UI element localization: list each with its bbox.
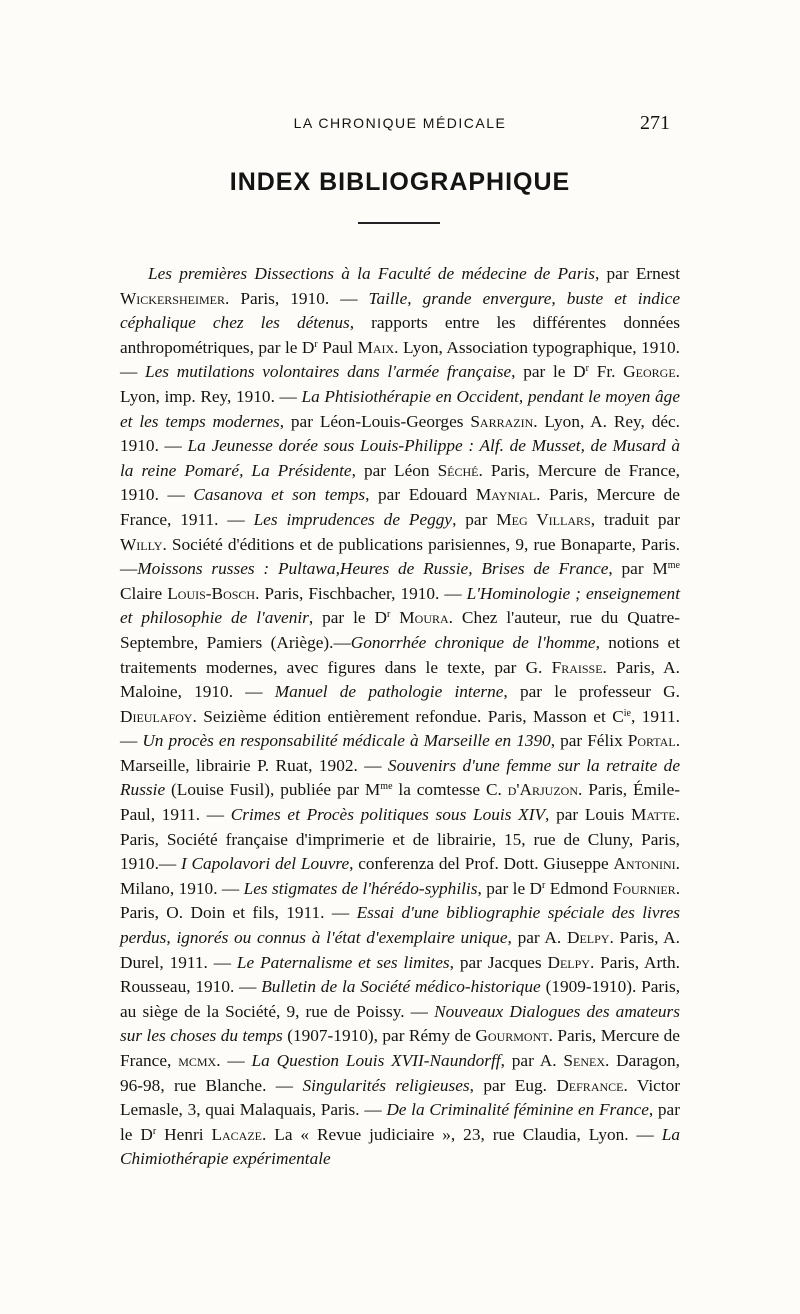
work-title: Singularités religieuses bbox=[302, 1075, 470, 1095]
author-name: Delpy bbox=[566, 928, 610, 948]
author-name: Moura bbox=[399, 608, 449, 628]
work-title: Essai d'une bibliographie spéciale des livres perdus, ignorés ou connus à l'état d'exemplaire unique bbox=[120, 903, 680, 948]
text-run: . Paris, Mercure de France, 1911. — bbox=[120, 485, 680, 529]
text-run: , par le D bbox=[120, 1100, 680, 1144]
text-run: , par A. bbox=[507, 928, 567, 948]
text-run bbox=[390, 608, 399, 627]
work-title: Souvenirs d'une femme sur la retraite de Russie bbox=[120, 755, 680, 800]
author-name: Senex bbox=[563, 1051, 605, 1070]
superscript: r bbox=[542, 879, 546, 891]
author-name: Dieulafoy bbox=[120, 706, 193, 726]
work-title: Nouveaux Dialogues des amateurs sur les choses du temps bbox=[120, 1001, 680, 1046]
author-name: Portal bbox=[627, 731, 676, 751]
text-run: , par Edouard bbox=[365, 485, 476, 505]
superscript: ie bbox=[623, 707, 631, 719]
work-title: Les stigmates de l'hérédo-syphilis bbox=[243, 878, 478, 898]
text-run: . Milano, 1910. — bbox=[120, 854, 680, 898]
work-title: Les imprudences de Peggy bbox=[253, 509, 453, 529]
author-name: Meg Villars bbox=[496, 509, 591, 529]
text-run: , conferenza del Prof. Dott. Giuseppe bbox=[349, 854, 614, 874]
superscript: me bbox=[380, 781, 393, 793]
text-run: . Daragon, 96-98, rue Blanche. — bbox=[120, 1051, 680, 1095]
text-run: . Paris, Émile-Paul, 1911. — bbox=[120, 780, 681, 825]
text-run: (1909-1910). Paris, au siège de la Société, 9, rue de Poissy. — bbox=[120, 977, 681, 1021]
author-name: Maynial bbox=[475, 485, 537, 505]
author-name: Sarrazin bbox=[470, 411, 534, 431]
work-title: De la Criminalité féminine en France bbox=[386, 1100, 649, 1120]
running-head bbox=[130, 112, 670, 136]
text-run: . Société d'éditions et de publications parisiennes, 9, rue Bonaparte, Paris.— bbox=[120, 534, 680, 579]
text-run: . La « Revue judiciaire », 23, rue Claudia, Lyon. — bbox=[262, 1124, 662, 1144]
work-title: Crimes et Procès politiques sous Louis XIV bbox=[230, 805, 546, 825]
author-name: Séché bbox=[437, 460, 479, 480]
text-run: , notions et traitements modernes, avec figures dans le texte, par G. bbox=[120, 632, 681, 677]
text-run: . Paris, A. Durel, 1911. — bbox=[120, 928, 680, 972]
text-run: (Louise Fusil), publiée par M bbox=[165, 780, 381, 800]
text-run: . Seizième édition entièrement refondue. Paris, Masson et C bbox=[192, 706, 624, 726]
text-run: . — bbox=[216, 1051, 252, 1070]
work-title: La Chimiothérapie expérimentale bbox=[120, 1124, 680, 1169]
text-run: , par Jacques bbox=[449, 952, 548, 972]
text-run: , par le D bbox=[308, 608, 388, 628]
title-rule bbox=[358, 222, 440, 224]
author-name: Wickersheimer bbox=[120, 288, 225, 308]
work-title: L'Hominologie ; enseignement et philosophie de l'avenir bbox=[120, 583, 680, 628]
author-name: Fournier bbox=[612, 878, 676, 898]
text-run: , par le D bbox=[511, 362, 586, 382]
text-run: . Lyon, A. Rey, déc. 1910. — bbox=[120, 411, 681, 456]
work-title: Casanova et son temps bbox=[193, 485, 366, 505]
author-name: Willy bbox=[120, 534, 163, 554]
superscript: me bbox=[667, 560, 680, 572]
text-run: , par Félix bbox=[550, 731, 628, 751]
superscript: r bbox=[314, 338, 318, 350]
section-title: INDEX BIBLIOGRAPHIQUE bbox=[229, 168, 571, 196]
author-name: Matte bbox=[630, 805, 676, 825]
bibliography-paragraph bbox=[120, 262, 680, 1172]
work-title: Taille, grande envergure, buste et indice céphalique chez les détenus bbox=[120, 288, 680, 333]
author-name: d'Arjuzon bbox=[507, 780, 578, 800]
work-title: Moissons russes : Pultawa,Heures de Russie, Brises de France bbox=[137, 559, 609, 579]
text-run: . Lyon, Association typographique, 1910. — bbox=[120, 337, 680, 382]
text-run: , par Léon-Louis-Georges bbox=[279, 411, 471, 431]
author-name: Defrance bbox=[556, 1075, 624, 1095]
author-name: Louis-Bosch bbox=[167, 583, 256, 603]
text-run: . Paris, Fischbacher, 1910. — bbox=[255, 583, 467, 603]
text-run: , traduit par bbox=[590, 509, 680, 529]
text-run: . Lyon, imp. Rey, 1910. — bbox=[120, 362, 680, 406]
text-run: Edmond bbox=[545, 878, 613, 898]
author-name: mcmx bbox=[178, 1051, 217, 1070]
author-name: Maix bbox=[357, 337, 395, 357]
text-run: . Marseille, librairie P. Ruat, 1902. — bbox=[120, 731, 681, 775]
work-title: Manuel de pathologie interne bbox=[274, 682, 504, 702]
text-run: (1907-1910), par Rémy de bbox=[282, 1026, 476, 1046]
work-title: La Question Louis XVII-Naundorff bbox=[251, 1051, 501, 1070]
work-title: Le Paternalisme et ses limites bbox=[236, 952, 450, 972]
text-run: . Paris, A. Maloine, 1910. — bbox=[120, 657, 680, 702]
work-title: Un procès en responsabilité médicale à Marseille en 1390 bbox=[142, 731, 551, 751]
superscript: r bbox=[585, 363, 589, 375]
text-run: Paul bbox=[317, 337, 358, 357]
text-run: , par M bbox=[608, 559, 668, 579]
text-run: , 1911. — bbox=[120, 706, 680, 751]
text-run: . Paris, Mercure de France, 1910. — bbox=[120, 460, 680, 505]
text-run: , par A. bbox=[500, 1051, 564, 1070]
work-title: La Jeunesse dorée sous Louis-Philippe : Alf. de Musset, de Musard à la reine Pomaré, La Présidente bbox=[120, 436, 680, 480]
running-title: LA CHRONIQUE MÉDICALE bbox=[293, 115, 507, 131]
text-run: . Paris, Société française d'imprimerie et de librairie, 15, rue de Cluny, Paris, 1910.— bbox=[120, 805, 680, 874]
text-run: , par le D bbox=[477, 878, 543, 898]
text-run: , par le professeur G. bbox=[503, 682, 680, 702]
work-title: Gonorrhée chronique de l'homme bbox=[350, 632, 596, 652]
text-run: Claire bbox=[120, 583, 168, 603]
author-name: Delpy bbox=[547, 952, 590, 972]
superscript: r bbox=[152, 1125, 157, 1137]
text-run: . Chez l'auteur, rue du Quatre-Septembre, Pamiers (Ariège).— bbox=[120, 608, 680, 652]
text-run: . Paris, Arth. Rousseau, 1910. — bbox=[120, 952, 681, 997]
text-run: , par Eug. bbox=[469, 1075, 557, 1095]
work-title: Les mutilations volontaires dans l'armée française bbox=[145, 362, 512, 382]
text-run: , rapports entre les différentes données anthropométriques, par le D bbox=[120, 313, 680, 357]
page-number: 271 bbox=[640, 112, 670, 134]
text-run: la comtesse C. bbox=[392, 780, 508, 800]
author-name: Gourmont bbox=[475, 1026, 549, 1046]
work-title: Les premières Dissections à la Faculté de médecine de Paris bbox=[148, 264, 595, 283]
text-run: . Paris, 1910. — bbox=[224, 288, 369, 308]
text-run: , par Louis bbox=[545, 805, 631, 825]
text-run: . Paris, O. Doin et fils, 1911. — bbox=[120, 878, 681, 923]
work-title: I Capolavori del Louvre bbox=[180, 854, 350, 874]
work-title: La Phtisiothérapie en Occident, pendant le moyen âge et les temps modernes bbox=[120, 386, 680, 431]
superscript: r bbox=[387, 609, 391, 621]
text-run: Fr. bbox=[589, 362, 624, 382]
author-name: Fraisse bbox=[551, 657, 603, 677]
text-run: , par Ernest bbox=[594, 264, 680, 283]
text-run: . Victor Lemasle, 3, quai Malaquais, Paris. — bbox=[120, 1075, 680, 1120]
text-run: , par bbox=[452, 509, 497, 529]
author-name: Lacaze bbox=[211, 1124, 263, 1144]
author-name: Antonini bbox=[613, 854, 676, 874]
work-title: Bulletin de la Société médico-historique bbox=[261, 977, 541, 997]
author-name: George bbox=[623, 362, 676, 382]
text-run: , par Léon bbox=[351, 460, 438, 480]
text-run: Henri bbox=[156, 1124, 212, 1144]
text-run: . Paris, Mercure de France, bbox=[120, 1026, 680, 1070]
